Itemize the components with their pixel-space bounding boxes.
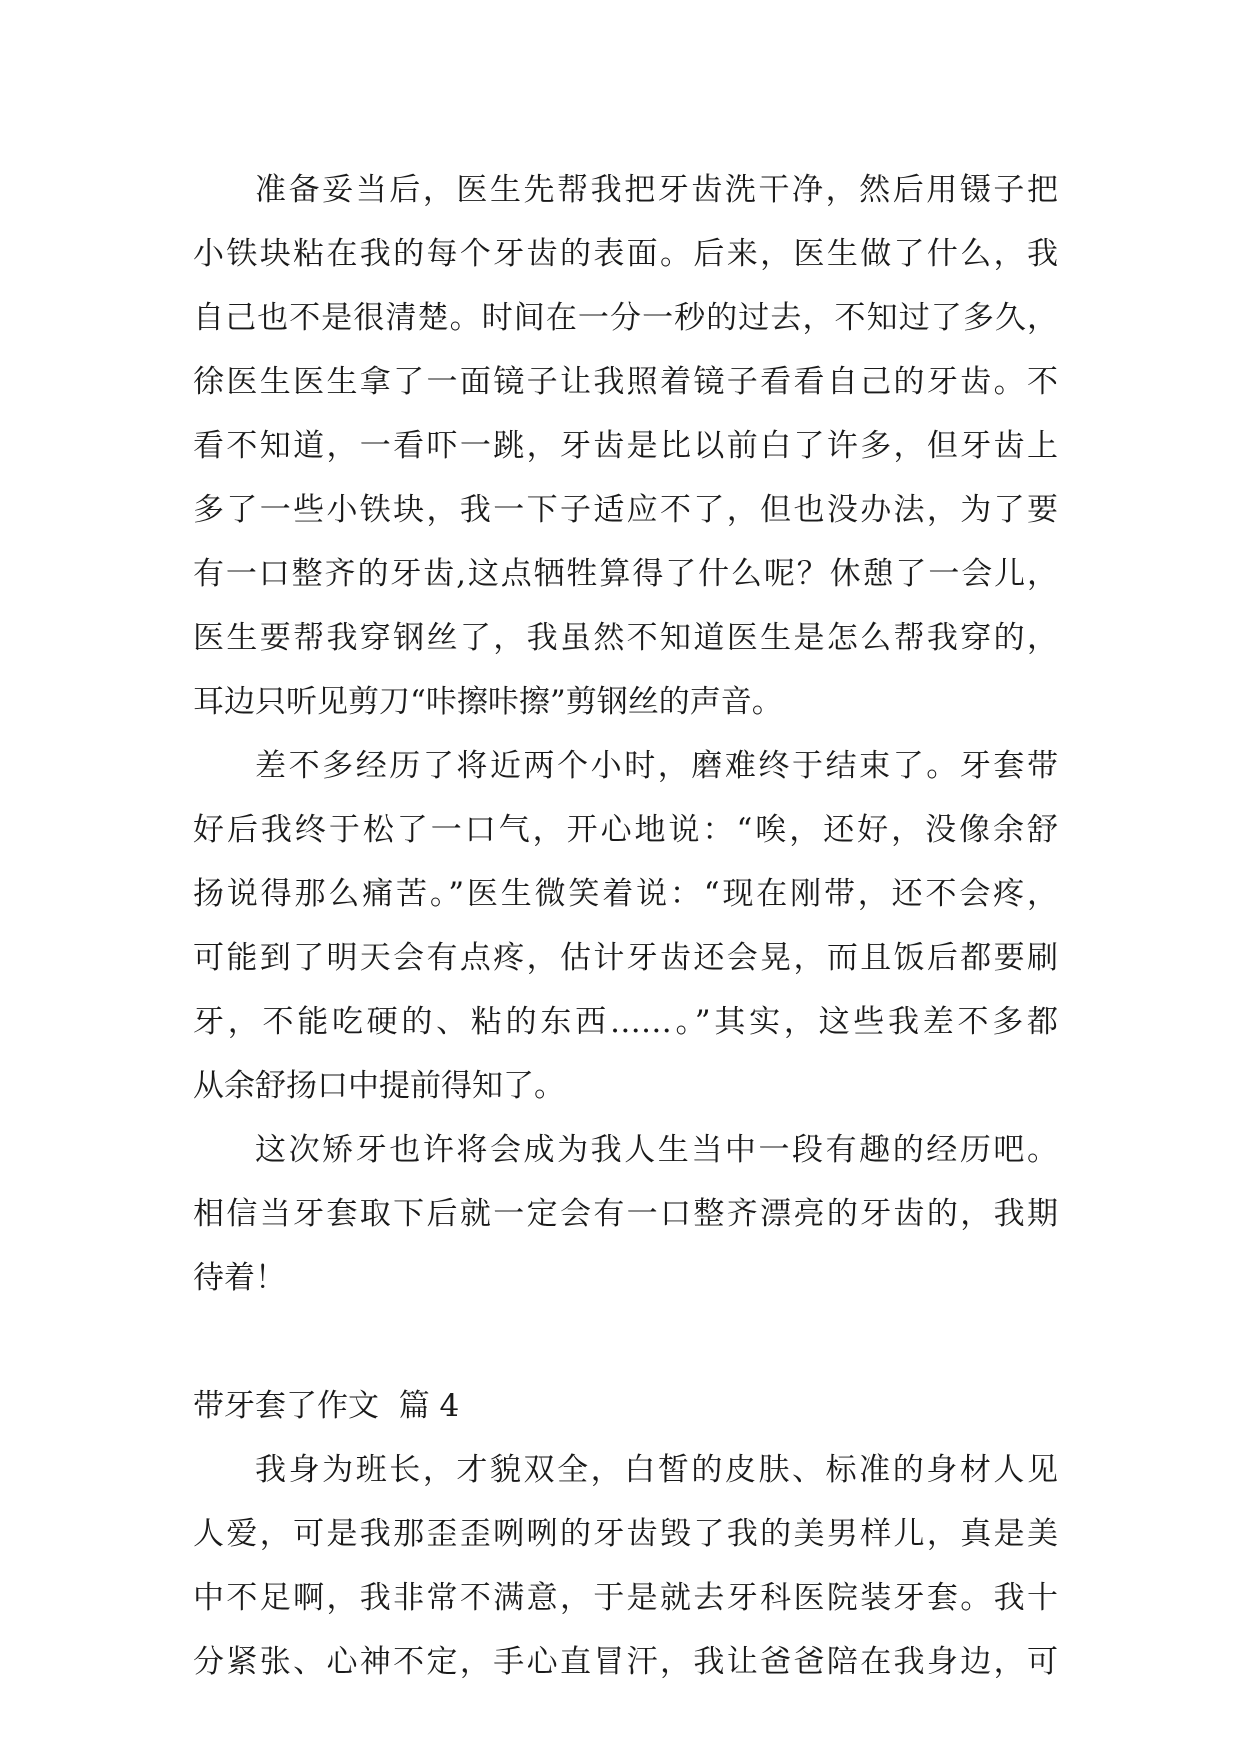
- document-body: [193, 158, 1058, 1694]
- paragraph-line: 牙，不能吃硬的、粘的东西……。”其实，这些我差不多都: [193, 1004, 1058, 1040]
- paragraph-line: 相信当牙套取下后就一定会有一口整齐漂亮的牙齿的，我期: [193, 1196, 1058, 1232]
- paragraph-4: [193, 1438, 1058, 1694]
- paragraph-line: 中不足啊，我非常不满意，于是就去牙科医院装牙套。我十: [193, 1580, 1058, 1616]
- paragraph-line: 这次矫牙也许将会成为我人生当中一段有趣的经历吧。: [255, 1132, 1058, 1168]
- paragraph-line: 好后我终于松了一口气，开心地说：“唉，还好，没像余舒: [193, 812, 1058, 848]
- paragraph-2: [193, 734, 1058, 1118]
- paragraph-line: 多了一些小铁块，我一下子适应不了，但也没办法，为了要: [193, 492, 1058, 528]
- paragraph-line: 待着！: [193, 1260, 286, 1296]
- paragraph-3: [193, 1118, 1058, 1310]
- section-spacer: [193, 1310, 1058, 1374]
- paragraph-line: 差不多经历了将近两个小时，磨难终于结束了。牙套带: [255, 748, 1058, 784]
- paragraph-line: 可能到了明天会有点疼，估计牙齿还会晃，而且饭后都要刷: [193, 940, 1058, 976]
- paragraph-line: 准备妥当后，医生先帮我把牙齿洗干净，然后用镊子把: [255, 172, 1058, 208]
- paragraph-1: [193, 158, 1058, 734]
- paragraph-line: 分紧张、心神不定，手心直冒汗，我让爸爸陪在我身边，可: [193, 1644, 1058, 1680]
- paragraph-line: 自己也不是很清楚。时间在一分一秒的过去，不知过了多久，: [193, 300, 1058, 336]
- paragraph-line: 人爱，可是我那歪歪咧咧的牙齿毁了我的美男样儿，真是美: [193, 1516, 1058, 1552]
- section-heading: 带牙套了作文 篇 4: [193, 1388, 460, 1424]
- paragraph-line: 从余舒扬口中提前得知了。: [193, 1068, 565, 1104]
- paragraph-line: 有一口整齐的牙齿,这点牺牲算得了什么呢？休憩了一会儿，: [193, 556, 1058, 592]
- paragraph-line: 徐医生医生拿了一面镜子让我照着镜子看看自己的牙齿。不: [193, 364, 1058, 400]
- paragraph-line: 我身为班长，才貌双全，白皙的皮肤、标准的身材人见: [255, 1452, 1058, 1488]
- paragraph-line: 看不知道，一看吓一跳，牙齿是比以前白了许多，但牙齿上: [193, 428, 1058, 464]
- paragraph-line: 小铁块粘在我的每个牙齿的表面。后来，医生做了什么，我: [193, 236, 1058, 272]
- paragraph-line: 医生要帮我穿钢丝了，我虽然不知道医生是怎么帮我穿的，: [193, 620, 1058, 656]
- paragraph-line: 耳边只听见剪刀“咔擦咔擦”剪钢丝的声音。: [193, 684, 783, 720]
- paragraph-line: 扬说得那么痛苦。”医生微笑着说：“现在刚带，还不会疼，: [193, 876, 1058, 912]
